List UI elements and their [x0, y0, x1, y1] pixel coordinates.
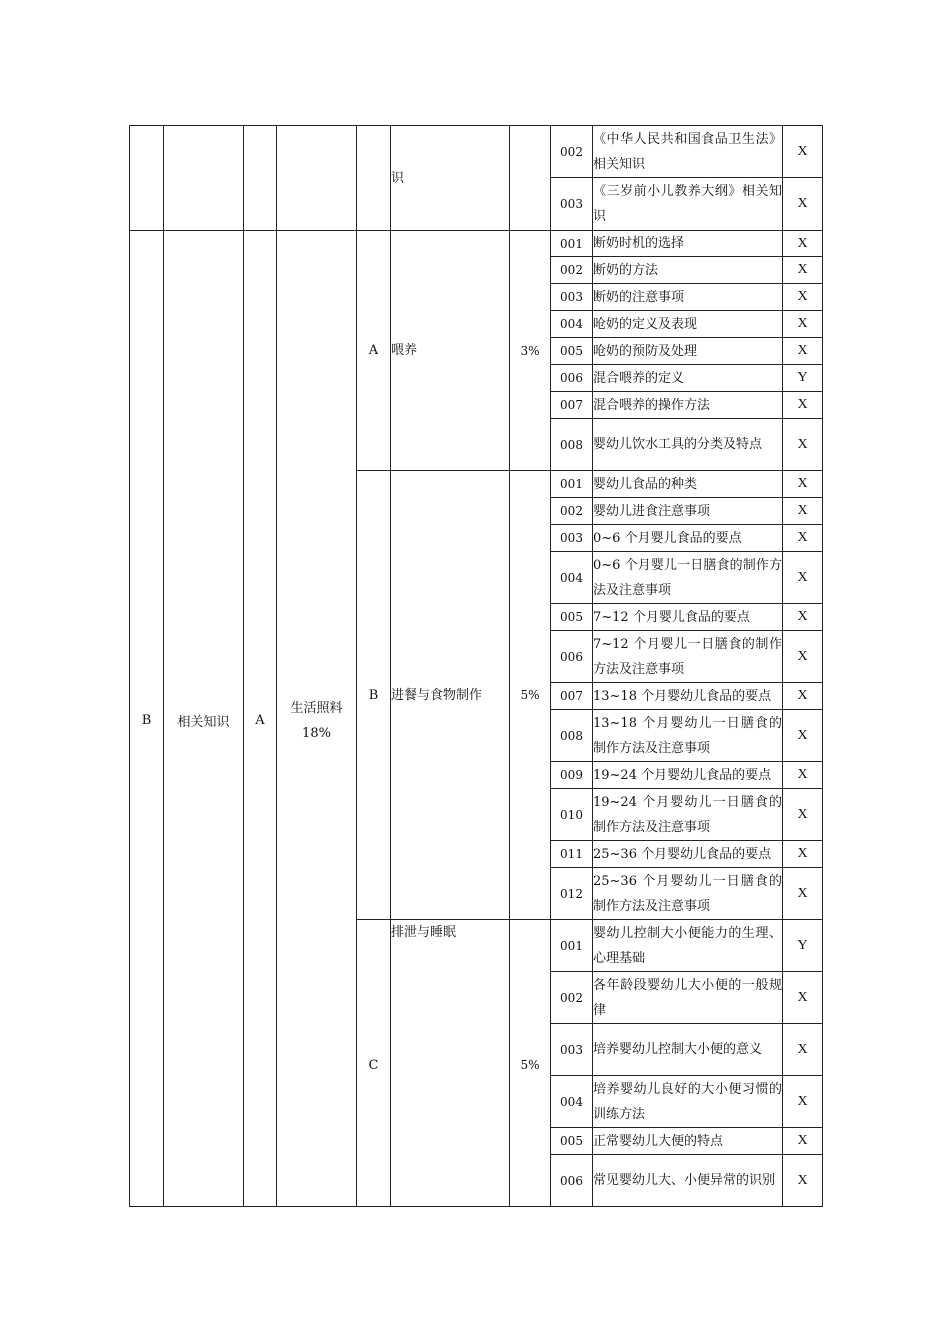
item-content: 25~36 个月婴幼儿食品的要点 — [593, 841, 783, 868]
item-code: 003 — [551, 178, 593, 231]
item-code: 008 — [551, 710, 593, 762]
subsection-weight: 18% — [302, 725, 331, 741]
item-content: 0~6 个月婴儿食品的要点 — [593, 525, 783, 552]
item-code: 012 — [551, 868, 593, 920]
item-code: 001 — [551, 231, 593, 257]
unit-name: 排泄与睡眠 — [391, 920, 510, 1207]
item-content: 婴幼儿饮水工具的分类及特点 — [593, 419, 783, 471]
item-content: 25~36 个月婴幼儿一日膳食的制作方法及注意事项 — [593, 868, 783, 920]
item-content: 0~6 个月婴儿一日膳食的制作方法及注意事项 — [593, 552, 783, 604]
item-code: 006 — [551, 365, 593, 392]
item-content: 13~18 个月婴幼儿一日膳食的制作方法及注意事项 — [593, 710, 783, 762]
item-mark: X — [783, 498, 823, 525]
item-code: 002 — [551, 257, 593, 284]
item-mark: X — [783, 972, 823, 1024]
item-code: 008 — [551, 419, 593, 471]
item-content: 常见婴幼儿大、小便异常的识别 — [593, 1155, 783, 1207]
unit-code: C — [357, 920, 391, 1207]
item-code: 003 — [551, 284, 593, 311]
item-mark: X — [783, 552, 823, 604]
item-code: 003 — [551, 525, 593, 552]
subsection-code: A — [244, 231, 277, 1207]
item-mark: X — [783, 126, 823, 178]
subsection-name: 生活照料 — [290, 700, 343, 716]
item-content: 7~12 个月婴儿一日膳食的制作方法及注意事项 — [593, 631, 783, 683]
knowledge-table — [129, 125, 823, 1207]
item-mark: X — [783, 231, 823, 257]
section-code: B — [130, 231, 164, 1207]
item-content: 断奶时机的选择 — [593, 231, 783, 257]
unit-weight: 5% — [510, 920, 551, 1207]
item-code: 004 — [551, 552, 593, 604]
item-mark: X — [783, 841, 823, 868]
item-code: 007 — [551, 683, 593, 710]
item-code: 003 — [551, 1024, 593, 1076]
item-code: 002 — [551, 498, 593, 525]
item-mark: X — [783, 338, 823, 365]
empty-cell — [130, 126, 164, 231]
item-mark: X — [783, 284, 823, 311]
item-mark: X — [783, 789, 823, 841]
unit-weight: 3% — [510, 231, 551, 471]
item-mark: X — [783, 604, 823, 631]
empty-cell — [164, 126, 244, 231]
item-code: 005 — [551, 604, 593, 631]
item-code: 006 — [551, 1155, 593, 1207]
item-code: 002 — [551, 972, 593, 1024]
item-code: 006 — [551, 631, 593, 683]
item-mark: X — [783, 710, 823, 762]
item-code: 005 — [551, 1128, 593, 1155]
empty-cell — [357, 126, 391, 231]
item-code: 002 — [551, 126, 593, 178]
item-mark: X — [783, 392, 823, 419]
subsection-cell — [277, 231, 357, 1207]
item-content: 19~24 个月婴幼儿食品的要点 — [593, 762, 783, 789]
item-content: 断奶的注意事项 — [593, 284, 783, 311]
item-mark: X — [783, 1155, 823, 1207]
item-mark: X — [783, 471, 823, 498]
item-content: 19~24 个月婴幼儿一日膳食的制作方法及注意事项 — [593, 789, 783, 841]
item-content: 培养婴幼儿控制大小便的意义 — [593, 1024, 783, 1076]
item-content: 7~12 个月婴儿食品的要点 — [593, 604, 783, 631]
item-code: 004 — [551, 311, 593, 338]
empty-cell — [277, 126, 357, 231]
unit-code: B — [357, 471, 391, 920]
item-mark: X — [783, 1076, 823, 1128]
section-name: 相关知识 — [164, 231, 244, 1207]
table-row — [130, 126, 823, 178]
item-mark: X — [783, 683, 823, 710]
item-mark: X — [783, 178, 823, 231]
item-content: 婴幼儿控制大小便能力的生理、心理基础 — [593, 920, 783, 972]
item-mark: X — [783, 257, 823, 284]
item-code: 005 — [551, 338, 593, 365]
unit-name-continued: 识 — [391, 126, 510, 231]
item-content: 断奶的方法 — [593, 257, 783, 284]
empty-cell — [510, 126, 551, 231]
unit-name: 喂养 — [391, 231, 510, 471]
empty-cell — [244, 126, 277, 231]
item-code: 004 — [551, 1076, 593, 1128]
item-mark: X — [783, 1128, 823, 1155]
item-content: 婴幼儿进食注意事项 — [593, 498, 783, 525]
item-content: 13~18 个月婴幼儿食品的要点 — [593, 683, 783, 710]
item-code: 001 — [551, 471, 593, 498]
table-row — [130, 231, 823, 257]
item-mark: X — [783, 525, 823, 552]
item-code: 011 — [551, 841, 593, 868]
item-content: 呛奶的预防及处理 — [593, 338, 783, 365]
unit-name: 进餐与食物制作 — [391, 471, 510, 920]
item-mark: X — [783, 868, 823, 920]
item-code: 001 — [551, 920, 593, 972]
item-content: 婴幼儿食品的种类 — [593, 471, 783, 498]
unit-weight: 5% — [510, 471, 551, 920]
item-content: 《三岁前小儿教养大纲》相关知识 — [593, 178, 783, 231]
item-content: 混合喂养的操作方法 — [593, 392, 783, 419]
item-content: 正常婴幼儿大便的特点 — [593, 1128, 783, 1155]
item-code: 007 — [551, 392, 593, 419]
item-mark: Y — [783, 920, 823, 972]
item-mark: X — [783, 762, 823, 789]
item-code: 010 — [551, 789, 593, 841]
item-content: 各年龄段婴幼儿大小便的一般规律 — [593, 972, 783, 1024]
item-mark: X — [783, 419, 823, 471]
item-code: 009 — [551, 762, 593, 789]
item-content: 混合喂养的定义 — [593, 365, 783, 392]
item-content: 《中华人民共和国食品卫生法》相关知识 — [593, 126, 783, 178]
item-mark: X — [783, 1024, 823, 1076]
item-content: 呛奶的定义及表现 — [593, 311, 783, 338]
item-mark: Y — [783, 365, 823, 392]
item-mark: X — [783, 311, 823, 338]
unit-code: A — [357, 231, 391, 471]
item-content: 培养婴幼儿良好的大小便习惯的训练方法 — [593, 1076, 783, 1128]
item-mark: X — [783, 631, 823, 683]
